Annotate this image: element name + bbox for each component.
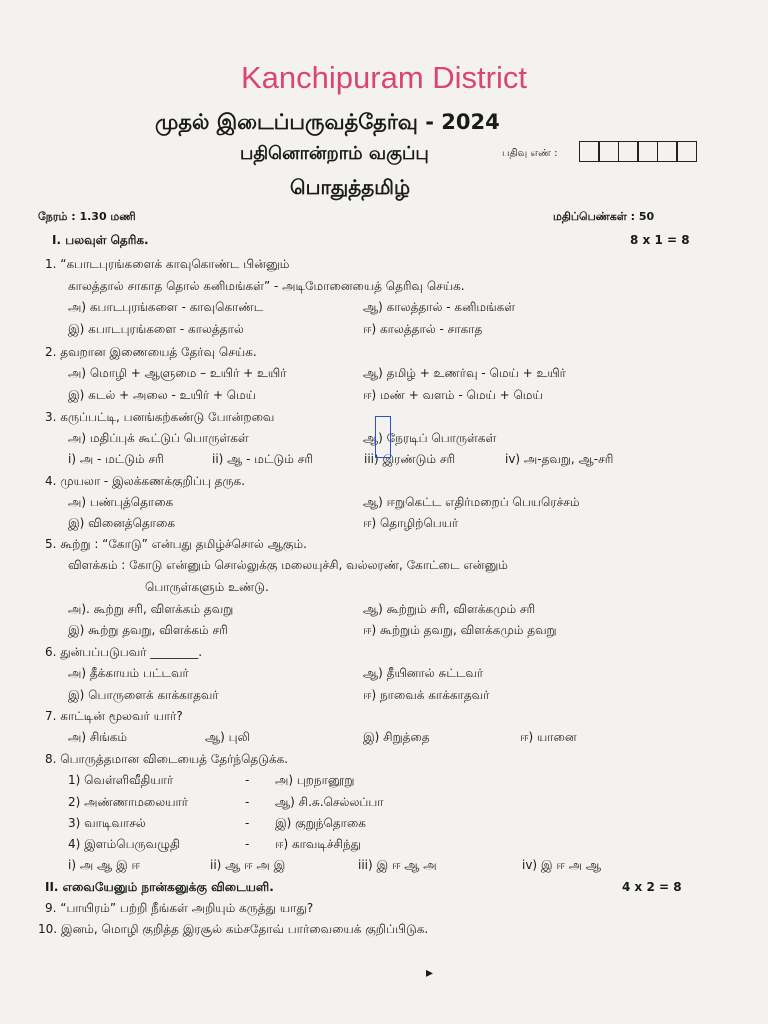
q3-option-a: அ) மதிப்புக் கூட்டுப் பொருள்கள்: [68, 431, 249, 445]
q3-choice-iii: iii) இரண்டும் சரி: [364, 452, 456, 466]
q8-choice-i: i) அ ஆ இ ஈ: [68, 858, 140, 872]
q8-match-right: அ) புறநானூறு: [275, 773, 355, 787]
q8-match-right: ஈ) காவடிச்சிந்து: [275, 837, 362, 851]
q7-option-a: அ) சிங்கம்: [68, 730, 128, 744]
text-cursor-box: [375, 416, 391, 458]
q4-option-a: அ) பண்புத்தொகை: [68, 495, 174, 509]
q1-option-c: இ) கபாடபுரங்களை - காலத்தால்: [68, 322, 244, 336]
q4-option-c: இ) வினைத்தொகை: [68, 516, 176, 530]
part1-marks: 8 x 1 = 8: [630, 233, 690, 247]
q7-stem: 7. காட்டின் மூலவர் யார்?: [45, 709, 183, 723]
q8-match-dash: -: [245, 773, 250, 787]
part2-title: II. எவையேனும் நான்கனுக்கு விடையளி.: [45, 880, 274, 894]
q5-option-c: இ) கூற்று தவறு, விளக்கம் சரி: [68, 623, 228, 637]
q8-match-dash: -: [245, 795, 250, 809]
q2-stem: 2. தவறான இணையைத் தேர்வு செய்க.: [45, 345, 257, 359]
part1-title: I. பலவுள் தெரிக.: [52, 233, 149, 247]
q2-option-d: ஈ) மண் + வளம் - மெய் + மெய்: [363, 388, 543, 402]
q8-match-left: 2) அண்ணாமலையார்: [68, 795, 189, 809]
q5-option-b: ஆ) கூற்றும் சரி, விளக்கமும் சரி: [363, 602, 536, 616]
q6-option-a: அ) தீக்காயம் பட்டவர்: [68, 666, 189, 680]
q8-stem: 8. பொருத்தமான விடையைத் தேர்ந்தெடுக்க.: [45, 752, 289, 766]
q8-match-left: 1) வெள்ளிவீதியார்: [68, 773, 174, 787]
register-box: [598, 141, 619, 162]
exam-title: முதல் இடைப்பருவத்தேர்வு - 2024: [155, 110, 500, 134]
q8-choice-iii: iii) இ ஈ ஆ அ: [358, 858, 437, 872]
q1-option-b: ஆ) காலத்தால் - கனிமங்கள்: [363, 300, 516, 314]
q8-choice-ii: ii) ஆ ஈ அ இ: [210, 858, 286, 872]
max-marks-label: மதிப்பெண்கள் : 50: [553, 210, 655, 223]
q6-option-d: ஈ) நாவைக் காக்காதவர்: [363, 688, 490, 702]
q6-stem: 6. துன்பப்படுபவர் ________.: [45, 645, 203, 659]
q7-option-c: இ) சிறுத்தை: [363, 730, 430, 744]
q7-option-b: ஆ) புலி: [205, 730, 250, 744]
q1-option-a: அ) கபாடபுரங்களை - காவுகொண்ட: [68, 300, 264, 314]
page-continue-mark-icon: ▸: [426, 965, 434, 981]
q6-option-b: ஆ) தீயினால் சுட்டவர்: [363, 666, 484, 680]
register-number-label: பதிவு எண் :: [502, 148, 558, 159]
q8-match-dash: -: [245, 837, 250, 851]
q3-option-b: ஆ) நேரடிப் பொருள்கள்: [363, 431, 497, 445]
q8-match-right: ஆ) சி.சு.செல்லப்பா: [275, 795, 384, 809]
register-box: [657, 141, 678, 162]
register-box: [676, 141, 697, 162]
time-label: நேரம் : 1.30 மணி: [38, 210, 136, 223]
q3-choice-iv: iv) அ-தவறு, ஆ-சரி: [505, 452, 614, 466]
q5-option-a: அ). கூற்று சரி, விளக்கம் தவறு: [68, 602, 234, 616]
q4-stem: 4. முயலா - இலக்கணக்குறிப்பு தருக.: [45, 474, 246, 488]
q7-option-d: ஈ) யானை: [520, 730, 577, 744]
register-box: [637, 141, 658, 162]
q5-option-d: ஈ) கூற்றும் தவறு, விளக்கமும் தவறு: [363, 623, 557, 637]
q1-option-d: ஈ) காலத்தால் - சாகாத: [363, 322, 483, 336]
q9-stem: 9. “பாயிரம்” பற்றி நீங்கள் அறியும் கருத்து யாது?: [45, 901, 314, 915]
part2-marks: 4 x 2 = 8: [622, 880, 682, 894]
q10-stem: 10. இனம், மொழி குறித்த இரசூல் கம்சதோவ் பார்வையைக் குறிப்பிடுக.: [38, 922, 429, 936]
q8-match-left: 4) இளம்பெருவழுதி: [68, 837, 180, 851]
q3-choice-ii: ii) ஆ - மட்டும் சரி: [212, 452, 313, 466]
q2-option-a: அ) மொழி + ஆளுமை – உயிர் + உயிர்: [68, 366, 287, 380]
q5-stem: 5. கூற்று : “கோடு” என்பது தமிழ்ச்சொல் ஆகும்.: [45, 537, 307, 551]
standard-label: பதினொன்றாம் வகுப்பு: [240, 143, 429, 164]
register-number-boxes: [580, 141, 697, 162]
q3-choice-i: i) அ - மட்டும் சரி: [68, 452, 164, 466]
register-box: [618, 141, 639, 162]
q1-line1: 1. “கபாடபுரங்களைக் காவுகொண்ட பின்னும்: [45, 257, 290, 271]
q5-explanation-line2: பொருள்களும் உண்டு.: [145, 580, 269, 594]
q4-option-d: ஈ) தொழிற்பெயர்: [363, 516, 459, 530]
q8-match-dash: -: [245, 816, 250, 830]
subject-title: பொதுத்தமிழ்: [290, 175, 411, 199]
q2-option-b: ஆ) தமிழ் + உணர்வு - மெய் + உயிர்: [363, 366, 566, 380]
q4-option-b: ஆ) ஈறுகெட்ட எதிர்மறைப் பெயரெச்சம்: [363, 495, 580, 509]
register-box: [579, 141, 600, 162]
q8-match-right: இ) குறுந்தொகை: [275, 816, 366, 830]
q5-explanation-line1: விளக்கம் : கோடு என்னும் சொல்லுக்கு மலையுச்சி, வல்லரண், கோட்டை என்னும்: [68, 558, 508, 572]
district-heading: Kanchipuram District: [241, 60, 527, 95]
q1-line2: காலத்தால் சாகாத தொல் கனிமங்கள்” - அடிமோனையைத் தெரிவு செய்க.: [68, 279, 465, 293]
q2-option-c: இ) கடல் + அலை - உயிர் + மெய்: [68, 388, 257, 402]
q8-choice-iv: iv) இ ஈ அ ஆ: [522, 858, 602, 872]
q3-stem: 3. கருப்பட்டி, பனங்கற்கண்டு போன்றவை: [45, 410, 275, 424]
q8-match-left: 3) வாடிவாசல்: [68, 816, 146, 830]
q6-option-c: இ) பொருளைக் காக்காதவர்: [68, 688, 219, 702]
